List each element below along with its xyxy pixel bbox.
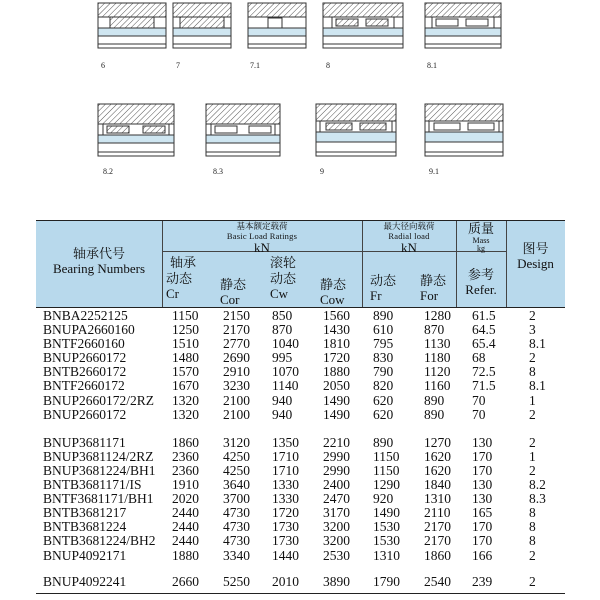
cell-for: 1180 — [424, 350, 451, 366]
cell-cr: 1510 — [172, 336, 199, 352]
cell-mass: 170 — [472, 448, 493, 464]
cell-for: 1160 — [424, 378, 451, 394]
cell-fr: 1790 — [373, 573, 400, 589]
cell-design: 2 — [529, 406, 536, 422]
figure-label: 8.2 — [103, 167, 113, 176]
cell-cow: 2400 — [323, 477, 350, 493]
cell-cow: 2210 — [323, 434, 350, 450]
col-cw-en: Cw — [270, 285, 289, 301]
cell-design: 8.3 — [529, 491, 546, 507]
figure-label: 9.1 — [429, 167, 439, 176]
figure-8-1 — [425, 3, 501, 48]
cell-design: 2 — [529, 350, 536, 366]
cell-cr: 1320 — [172, 406, 199, 422]
cell-design: 2 — [529, 434, 536, 450]
bearing-number: BNTF3681171/BH1 — [43, 491, 154, 507]
figure-label: 7 — [176, 61, 180, 70]
roller-group-label: 滚轮 — [270, 256, 297, 271]
cell-mass: 170 — [472, 533, 493, 549]
design-header — [506, 243, 565, 270]
cell-fr: 1530 — [373, 519, 400, 535]
table-row — [36, 323, 565, 337]
cell-for: 2170 — [424, 519, 451, 535]
table-row — [36, 575, 565, 589]
cell-mass: 130 — [472, 434, 493, 450]
cell-cow: 3200 — [323, 519, 350, 535]
cell-mass: 130 — [472, 491, 493, 507]
radial-load-header — [362, 223, 456, 254]
cell-cw: 1350 — [272, 434, 299, 450]
cell-cw: 940 — [272, 392, 293, 408]
cell-for: 2540 — [424, 573, 451, 589]
table-row — [36, 394, 565, 408]
cell-fr: 830 — [373, 350, 394, 366]
cell-mass: 72.5 — [472, 364, 496, 380]
col-cow-header — [320, 279, 364, 306]
cell-fr: 795 — [373, 336, 394, 352]
bearing-number: BNUP4092171 — [43, 547, 127, 563]
cell-cow: 3890 — [323, 573, 350, 589]
mass-en: Mass — [472, 235, 490, 245]
table-row — [36, 309, 565, 323]
mass-header — [456, 223, 506, 253]
figure-9-1 — [425, 104, 503, 156]
cell-mass: 130 — [472, 477, 493, 493]
col-cow-cn: 静态 — [320, 278, 347, 293]
bearing-number: BNUP4092241 — [43, 573, 127, 589]
cell-fr: 790 — [373, 364, 394, 380]
basic-load-cn: 基本额定载荷 — [236, 222, 288, 232]
cell-cor: 2100 — [223, 392, 250, 408]
table-row — [36, 436, 565, 450]
cell-mass: 64.5 — [472, 322, 496, 338]
bearing-number: BNUPA2660160 — [43, 322, 135, 338]
cell-mass: 68 — [472, 350, 486, 366]
cell-for: 1860 — [424, 547, 451, 563]
cell-cor: 4730 — [223, 519, 250, 535]
bearing-number: BNTB2660172 — [43, 364, 127, 380]
bearing-numbers-cn: 轴承代号 — [72, 247, 125, 262]
cell-cor: 2690 — [223, 350, 250, 366]
cell-cow: 1560 — [323, 308, 350, 323]
cell-mass: 71.5 — [472, 378, 496, 394]
reference-en: Refer. — [465, 281, 497, 297]
table-row — [36, 337, 565, 351]
cell-cr: 1570 — [172, 364, 199, 380]
cell-cr: 1320 — [172, 392, 199, 408]
figure-8 — [323, 3, 403, 48]
cell-cow: 2050 — [323, 378, 350, 394]
cell-cor: 4730 — [223, 505, 250, 521]
table-row — [36, 379, 565, 393]
cell-cw: 995 — [272, 350, 293, 366]
bearing-number: BNUP2660172/2RZ — [43, 392, 155, 408]
cell-cor: 4250 — [223, 448, 250, 464]
cell-design: 8 — [529, 364, 536, 380]
figure-label: 8 — [326, 61, 330, 70]
cell-fr: 890 — [373, 308, 394, 323]
cell-cor: 5250 — [223, 573, 250, 589]
cell-cw: 1720 — [272, 505, 299, 521]
cell-mass: 170 — [472, 462, 493, 478]
figure-6 — [98, 3, 166, 48]
cell-cw: 870 — [272, 322, 293, 338]
cell-cow: 3200 — [323, 533, 350, 549]
bearing-numbers-header — [36, 248, 162, 275]
cell-for: 890 — [424, 392, 445, 408]
figure-8-3 — [206, 104, 280, 156]
figure-label: 8.3 — [213, 167, 223, 176]
cell-cw: 850 — [272, 308, 293, 323]
bearing-number: BNUP3681124/2RZ — [43, 448, 154, 464]
cell-mass: 65.4 — [472, 336, 496, 352]
radial-load-cn: 最大径向载荷 — [383, 222, 435, 232]
cell-cw: 1730 — [272, 519, 299, 535]
cell-cow: 2530 — [323, 547, 350, 563]
cell-cow: 2990 — [323, 462, 350, 478]
cell-mass: 239 — [472, 573, 493, 589]
cell-cr: 1860 — [172, 434, 199, 450]
cell-cor: 3120 — [223, 434, 250, 450]
cell-cor: 4730 — [223, 533, 250, 549]
basic-load-header — [162, 223, 362, 254]
cell-for: 1620 — [424, 448, 451, 464]
cell-mass: 165 — [472, 505, 493, 521]
cell-cor: 3230 — [223, 378, 250, 394]
cell-mass: 70 — [472, 406, 486, 422]
cell-design: 2 — [529, 308, 536, 323]
col-cw-cn: 动态 — [270, 272, 297, 287]
cell-fr: 1290 — [373, 477, 400, 493]
cell-design: 1 — [529, 448, 536, 464]
cell-cow: 1490 — [323, 406, 350, 422]
cell-design: 8 — [529, 519, 536, 535]
radial-load-unit: kN — [401, 239, 417, 255]
col-cr-en: Cr — [166, 285, 179, 301]
cell-for: 1840 — [424, 477, 451, 493]
cell-cow: 3170 — [323, 505, 350, 521]
cell-mass: 170 — [472, 519, 493, 535]
cell-cr: 1670 — [172, 378, 199, 394]
table-row — [36, 450, 565, 464]
cell-for: 2110 — [424, 505, 451, 521]
cell-cr: 2440 — [172, 533, 199, 549]
bearing-number: BNUP2660172 — [43, 350, 127, 366]
col-cr-cn: 动态 — [166, 272, 193, 287]
reference-header — [456, 269, 506, 296]
bearing-number: BNUP2660172 — [43, 406, 127, 422]
table-body — [36, 309, 565, 589]
cell-design: 8.1 — [529, 336, 546, 352]
bearing-group-label: 轴承 — [170, 256, 197, 271]
cell-cow: 2470 — [323, 491, 350, 507]
cell-fr: 890 — [373, 434, 394, 450]
table-row — [36, 534, 565, 548]
cell-fr: 920 — [373, 491, 394, 507]
cell-cr: 1910 — [172, 477, 199, 493]
cell-cor: 3340 — [223, 547, 250, 563]
cell-for: 1280 — [424, 308, 451, 323]
cell-mass: 70 — [472, 392, 486, 408]
cell-fr: 610 — [373, 322, 394, 338]
cell-design: 2 — [529, 573, 536, 589]
cell-cw: 1330 — [272, 491, 299, 507]
table-row — [36, 478, 565, 492]
table-row — [36, 492, 565, 506]
cell-cr: 2360 — [172, 462, 199, 478]
cell-for: 1620 — [424, 462, 451, 478]
design-en: Design — [517, 255, 554, 271]
cell-design: 8 — [529, 505, 536, 521]
cell-for: 1270 — [424, 434, 451, 450]
cell-design: 2 — [529, 462, 536, 478]
cell-cw: 1330 — [272, 477, 299, 493]
col-cor-en: Cor — [220, 291, 240, 307]
cell-cow: 1810 — [323, 336, 350, 352]
col-fr-header — [370, 275, 414, 302]
cell-for: 1120 — [424, 364, 451, 380]
figure-label: 7.1 — [250, 61, 260, 70]
cell-cow: 2990 — [323, 448, 350, 464]
cell-cw: 1730 — [272, 533, 299, 549]
reference-cn: 参考 — [467, 268, 494, 283]
cell-cor: 3700 — [223, 491, 250, 507]
cell-design: 3 — [529, 322, 536, 338]
cell-for: 870 — [424, 322, 445, 338]
cell-for: 1310 — [424, 491, 451, 507]
table-row — [36, 506, 565, 520]
cell-for: 1130 — [424, 336, 451, 352]
cell-fr: 620 — [373, 392, 394, 408]
cell-design: 2 — [529, 547, 536, 563]
cell-cor: 2100 — [223, 406, 250, 422]
cell-cow: 1880 — [323, 364, 350, 380]
cell-design: 1 — [529, 392, 536, 408]
figure-9 — [316, 104, 396, 156]
cell-mass: 61.5 — [472, 308, 496, 323]
cell-cr: 1150 — [172, 308, 199, 323]
col-fr-en: Fr — [370, 287, 382, 303]
cell-cw: 1040 — [272, 336, 299, 352]
cell-cr: 2440 — [172, 505, 199, 521]
cell-fr: 1490 — [373, 505, 400, 521]
bearing-number: BNUP3681171 — [43, 434, 126, 450]
cell-cw: 1140 — [272, 378, 299, 394]
cell-fr: 820 — [373, 378, 394, 394]
bearing-numbers-en: Bearing Numbers — [52, 260, 146, 276]
table-row — [36, 351, 565, 365]
cell-cr: 2020 — [172, 491, 199, 507]
figure-label: 8.1 — [427, 61, 437, 70]
cell-cor: 4250 — [223, 462, 250, 478]
cell-for: 2170 — [424, 533, 451, 549]
basic-load-en: Basic Load Ratings — [226, 230, 298, 241]
cell-mass: 166 — [472, 547, 493, 563]
cell-cw: 1710 — [272, 462, 299, 478]
cell-cow: 1430 — [323, 322, 350, 338]
table-row — [36, 520, 565, 534]
cell-design: 8.2 — [529, 477, 546, 493]
figure-drawings — [0, 0, 600, 200]
figure-label: 9 — [320, 167, 324, 176]
cell-cr: 1250 — [172, 322, 199, 338]
figure-7-1 — [248, 3, 306, 48]
bearing-number: BNTF2660172 — [43, 378, 125, 394]
cell-fr: 1150 — [373, 462, 400, 478]
col-cor-cn: 静态 — [220, 278, 247, 293]
cell-cow: 1720 — [323, 350, 350, 366]
bearing-number: BNBA2252125 — [43, 308, 128, 323]
col-cor-header — [220, 279, 264, 306]
cell-cor: 3640 — [223, 477, 250, 493]
cell-cor: 2170 — [223, 322, 250, 338]
col-fr-cn: 动态 — [370, 274, 397, 289]
cell-cr: 2440 — [172, 519, 199, 535]
cell-cw: 1710 — [272, 448, 299, 464]
col-for-cn: 静态 — [420, 274, 447, 289]
figure-8-2 — [98, 104, 174, 156]
table-row — [36, 464, 565, 478]
cell-cr: 1880 — [172, 547, 199, 563]
cell-cor: 2910 — [223, 364, 250, 380]
bearing-number: BNTB3681224/BH2 — [43, 533, 156, 549]
cell-design: 8.1 — [529, 378, 546, 394]
cell-fr: 1310 — [373, 547, 400, 563]
mass-unit: kg — [477, 244, 485, 254]
cell-cw: 1070 — [272, 364, 299, 380]
cell-cr: 2360 — [172, 448, 199, 464]
cell-for: 890 — [424, 406, 445, 422]
cell-cr: 1480 — [172, 350, 199, 366]
bearing-table — [36, 220, 565, 594]
cell-cr: 2660 — [172, 573, 199, 589]
cell-fr: 620 — [373, 406, 394, 422]
bearing-number: BNUP3681224/BH1 — [43, 462, 156, 478]
basic-load-unit: kN — [254, 239, 270, 255]
mass-cn: 质量 — [467, 222, 494, 237]
cell-cw: 2010 — [272, 573, 299, 589]
figure-7 — [173, 3, 231, 48]
table-row — [36, 549, 565, 563]
cell-design: 8 — [529, 533, 536, 549]
cell-fr: 1530 — [373, 533, 400, 549]
cell-cor: 2150 — [223, 308, 250, 323]
table-row — [36, 365, 565, 379]
table-row — [36, 408, 565, 422]
bearing-number: BNTF2660160 — [43, 336, 125, 352]
figure-label: 6 — [101, 61, 105, 70]
cell-cow: 1490 — [323, 392, 350, 408]
radial-load-en: Radial load — [388, 230, 430, 241]
col-cr-header — [166, 273, 214, 300]
bearing-number: BNTB3681224 — [43, 519, 127, 535]
cell-cor: 2770 — [223, 336, 250, 352]
cell-cw: 1440 — [272, 547, 299, 563]
col-cow-en: Cow — [320, 291, 345, 307]
cell-fr: 1150 — [373, 448, 400, 464]
bearing-number: BNTB3681217 — [43, 505, 127, 521]
cell-cw: 940 — [272, 406, 293, 422]
bearing-number: BNTB3681171/IS — [43, 477, 142, 493]
col-for-en: For — [420, 287, 439, 303]
col-cw-header — [270, 273, 318, 300]
design-cn: 图号 — [522, 242, 549, 257]
